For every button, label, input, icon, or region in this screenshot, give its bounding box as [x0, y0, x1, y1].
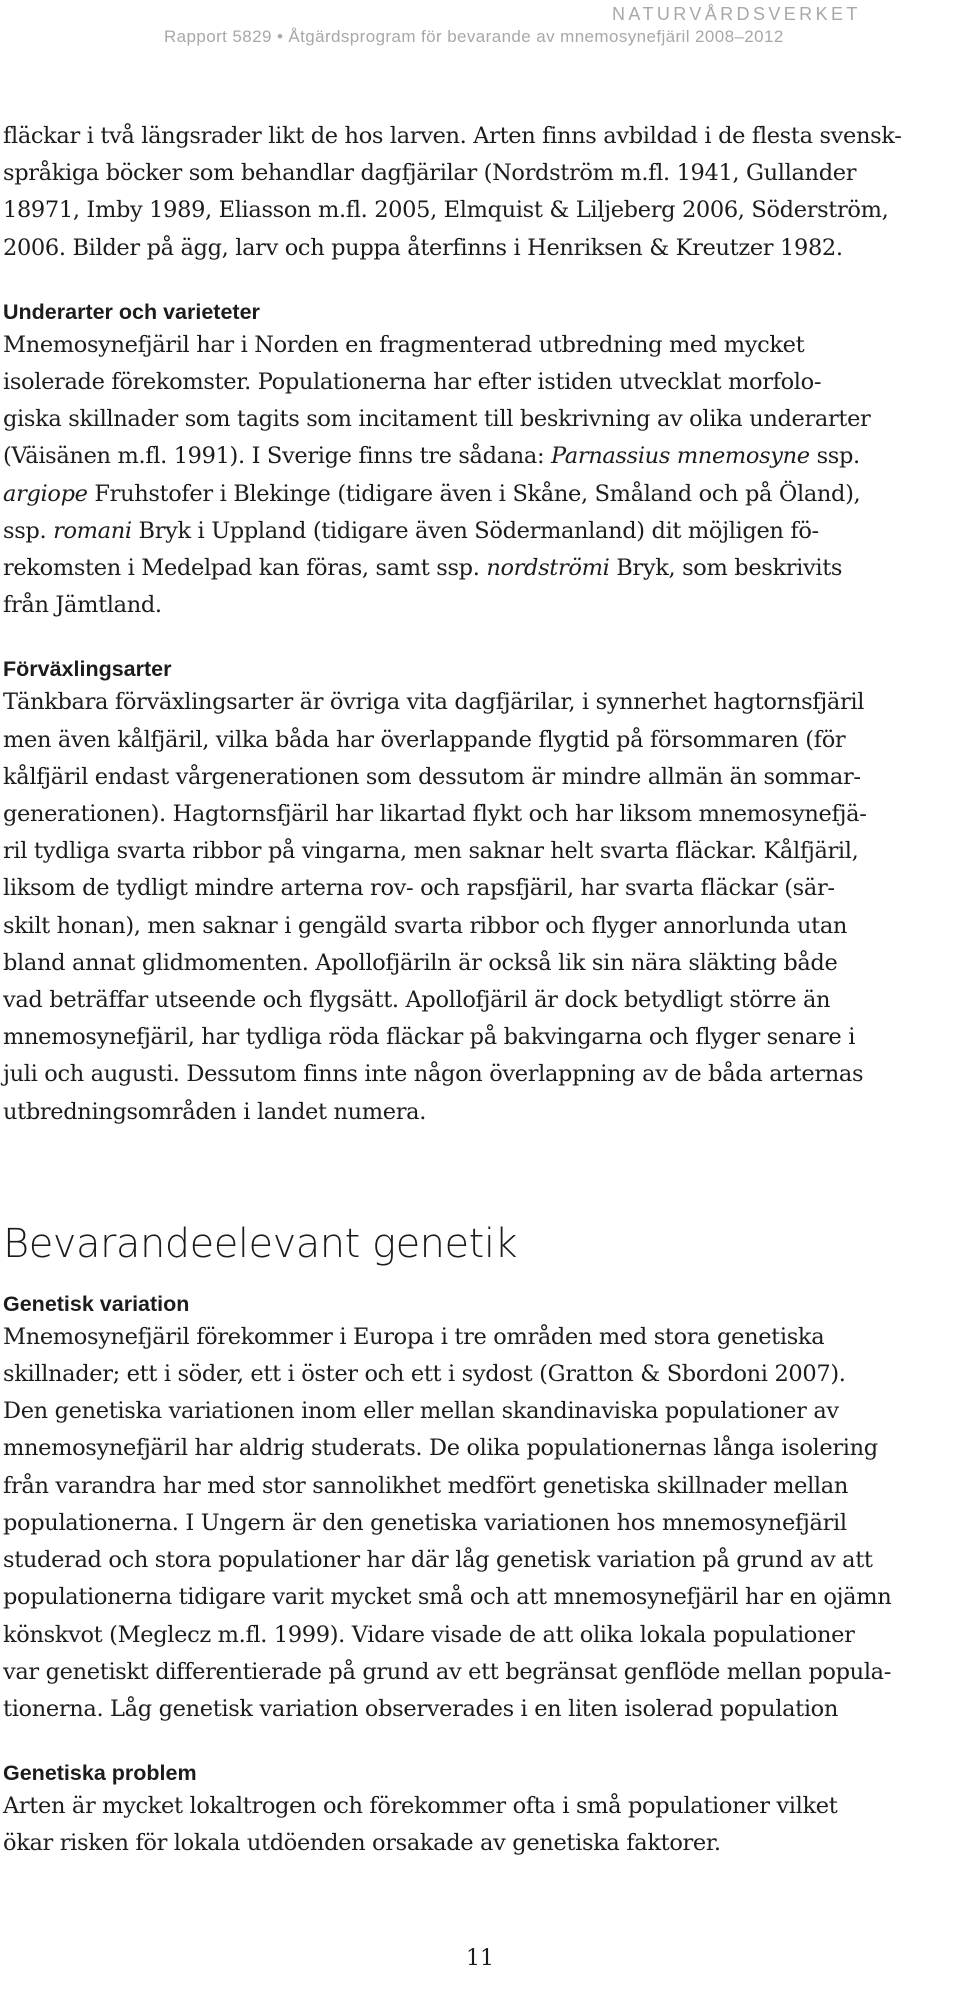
subheading-forvaxlingsarter: Förväxlingsarter: [3, 657, 172, 682]
text-line: ssp.: [3, 517, 54, 544]
text-line: skilt honan), men saknar i gengäld svarta ribbor och flyger annorlunda utan: [3, 912, 848, 939]
text-line: utbredningsområden i landet numera.: [3, 1098, 427, 1125]
text-line: liksom de tydligt mindre arterna rov- och rapsfjäril, har svarta fläckar (sär-: [3, 875, 835, 902]
page-number: 11: [466, 1946, 494, 1971]
page-body: [3, 118, 959, 1863]
subspecies-name: nordströmi: [486, 555, 610, 582]
text-line: skillnader; ett i söder, ett i öster och ett i sydost (Gratton & Sbordoni 2007).: [3, 1361, 846, 1388]
report-title: Rapport 5829 • Åtgärdsprogram för bevarande av mnemosynefjäril 2008–2012: [164, 27, 784, 46]
text-line: Fruhstofer i Blekinge (tidigare även i Skåne, Småland och på Öland),: [87, 480, 861, 507]
text-line: ssp.: [809, 443, 860, 470]
publisher-name: NATURVÅRDSVERKET: [612, 4, 861, 24]
underarter-paragraph: [3, 327, 959, 625]
text-line: rekomsten i Medelpad kan föras, samt ssp.: [3, 555, 487, 582]
text-line: mnemosynefjäril, har tydliga röda fläckar på bakvingarna och flyger senare i: [3, 1024, 856, 1051]
running-header: [0, 0, 960, 62]
subheading-genetisk-variation: Genetisk variation: [3, 1291, 190, 1316]
text-line: juli och augusti. Dessutom finns inte någon överlappning av de båda arternas: [3, 1061, 864, 1088]
text-line: isolerade förekomster. Populationerna har efter istiden utvecklat morfolo-: [3, 369, 822, 396]
text-line: ökar risken för lokala utdöenden orsakade av genetiska faktorer.: [3, 1830, 721, 1857]
text-line: bland annat glidmomenten. Apollofjäriln är också lik sin nära släkting både: [3, 949, 838, 976]
text-line: könskvot (Meglecz m.fl. 1999). Vidare visade de att olika lokala populationer: [3, 1621, 855, 1648]
forvaxlingsarter-paragraph: [3, 684, 959, 1130]
text-line: Mnemosynefjäril förekommer i Europa i tre områden med stora genetiska: [3, 1323, 825, 1350]
intro-line: 18971, Imby 1989, Eliasson m.fl. 2005, Elmquist & Liljeberg 2006, Söderström,: [3, 197, 889, 224]
text-line: men även kålfjäril, vilka båda har överlappande flygtid på försommaren (för: [3, 726, 846, 753]
text-line: giska skillnader som tagits som incitament till beskrivning av olika underarter: [3, 406, 871, 433]
text-line: Bryk, som beskrivits: [609, 555, 843, 582]
species-name: Parnassius mnemosyne: [550, 443, 810, 470]
text-line: Mnemosynefjäril har i Norden en fragmenterad utbredning med mycket: [3, 331, 805, 358]
intro-line: språkiga böcker som behandlar dagfjärilar (Nordström m.fl. 1941, Gullander: [3, 160, 857, 187]
text-line: populationerna tidigare varit mycket små och att mnemosynefjäril har en ojämn: [3, 1584, 892, 1611]
text-line: var genetiskt differentierade på grund av ett begränsat genflöde mellan popula-: [3, 1658, 891, 1685]
text-line: tionerna. Låg genetisk variation observerades i en liten isolerad population: [3, 1695, 839, 1722]
subspecies-name: romani: [53, 517, 132, 544]
text-line: ril tydliga svarta ribbor på vingarna, men saknar helt svarta fläckar. Kålfjäril,: [3, 838, 859, 865]
subspecies-name: argiope: [3, 480, 88, 507]
intro-line: 2006. Bilder på ägg, larv och puppa återfinns i Henriksen & Kreutzer 1982.: [3, 234, 843, 261]
text-line: från varandra har med stor sannolikhet medfört genetiska skillnader mellan: [3, 1472, 848, 1499]
genetiska-problem-paragraph: [3, 1788, 959, 1862]
text-line: från Jämtland.: [3, 592, 162, 619]
subheading-genetiska-problem: Genetiska problem: [3, 1761, 197, 1786]
text-line: kålfjäril endast vårgenerationen som dessutom är mindre allmän än sommar-: [3, 763, 861, 790]
text-line: mnemosynefjäril har aldrig studerats. De olika populationernas långa isolering: [3, 1435, 878, 1462]
subheading-underarter: Underarter och varieteter: [3, 299, 260, 324]
intro-paragraph: [3, 118, 959, 267]
text-line: (Väisänen m.fl. 1991). I Sverige finns tre sådana:: [3, 443, 551, 470]
section-title: Bevarandeelevant genetik: [3, 1220, 518, 1267]
intro-line: fläckar i två längsrader likt de hos larven. Arten finns avbildad i de flesta svensk-: [3, 123, 902, 149]
text-line: generationen). Hagtornsfjäril har likartad flykt och har liksom mnemosynefjä-: [3, 801, 867, 828]
text-line: Den genetiska variationen inom eller mellan skandinaviska populationer av: [3, 1398, 839, 1425]
text-line: populationerna. I Ungern är den genetiska variationen hos mnemosynefjäril: [3, 1509, 847, 1536]
text-line: vad beträffar utseende och flygsätt. Apollofjäril är dock betydligt större än: [3, 987, 831, 1014]
text-line: Tänkbara förväxlingsarter är övriga vita dagfjärilar, i synnerhet hagtornsfjäril: [3, 689, 865, 716]
text-line: Bryk i Uppland (tidigare även Södermanland) dit möjligen fö-: [131, 517, 819, 544]
text-line: Arten är mycket lokaltrogen och förekommer ofta i små populationer vilket: [3, 1793, 838, 1820]
genetisk-variation-paragraph: [3, 1319, 959, 1728]
text-line: studerad och stora populationer har där låg genetisk variation på grund av att: [3, 1547, 873, 1574]
